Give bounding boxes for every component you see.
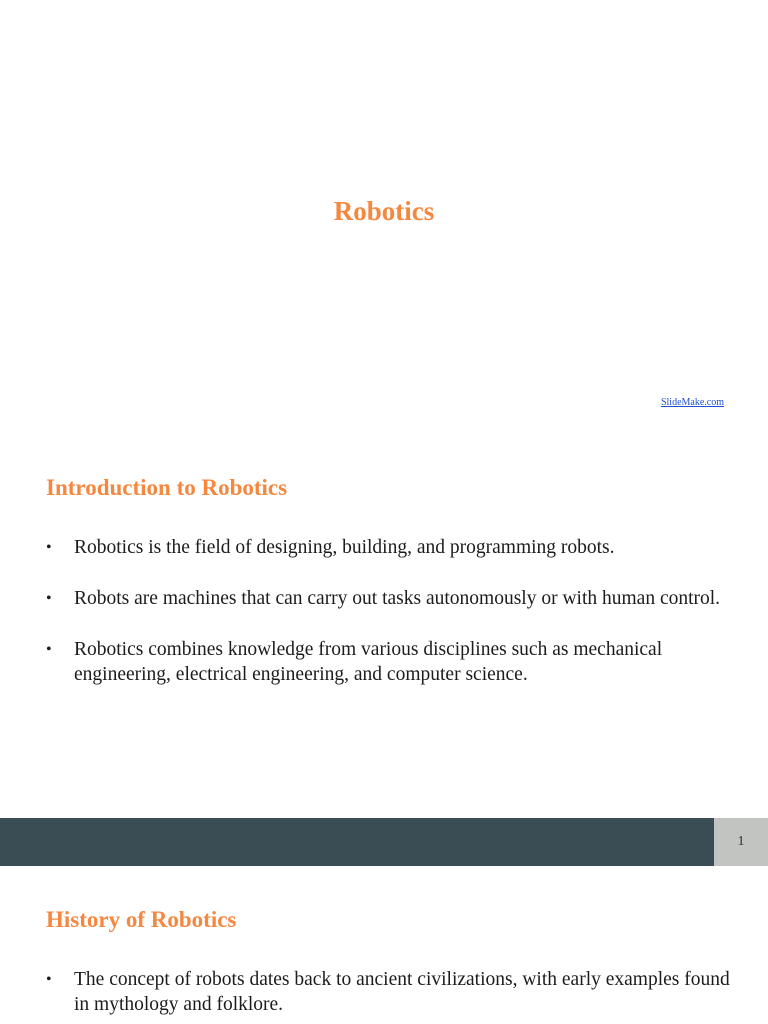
bullet-icon: • [46, 539, 52, 556]
slide-heading: History of Robotics [46, 907, 237, 932]
list-item [46, 535, 736, 560]
page-number: 1 [714, 818, 768, 866]
list-item [46, 586, 736, 611]
list-item [46, 967, 736, 1017]
slidemake-link[interactable]: SlideMake.com [660, 397, 724, 408]
slide-introduction [0, 440, 768, 818]
title-slide [0, 0, 768, 440]
slide-footer-band [0, 818, 714, 866]
bullet-text: The concept of robots dates back to ancient civilizations, with early examples found in mythology and folklore. [74, 969, 730, 1015]
bullet-text: Robots are machines that can carry out tasks autonomously or with human control. [74, 588, 721, 609]
bullet-icon: • [46, 641, 52, 658]
presentation-title: Robotics [333, 196, 435, 226]
bullet-icon: • [46, 971, 52, 988]
bullet-list [46, 535, 736, 713]
bullet-list [46, 967, 736, 1024]
bullet-text: Robotics combines knowledge from various disciplines such as mechanical engineering, electrical engineering, and computer science. [74, 639, 663, 685]
list-item [46, 637, 736, 687]
bullet-icon: • [46, 590, 52, 607]
bullet-text: Robotics is the field of designing, building, and programming robots. [74, 537, 615, 558]
slide-heading: Introduction to Robotics [46, 475, 288, 500]
slide-history [0, 866, 768, 1024]
